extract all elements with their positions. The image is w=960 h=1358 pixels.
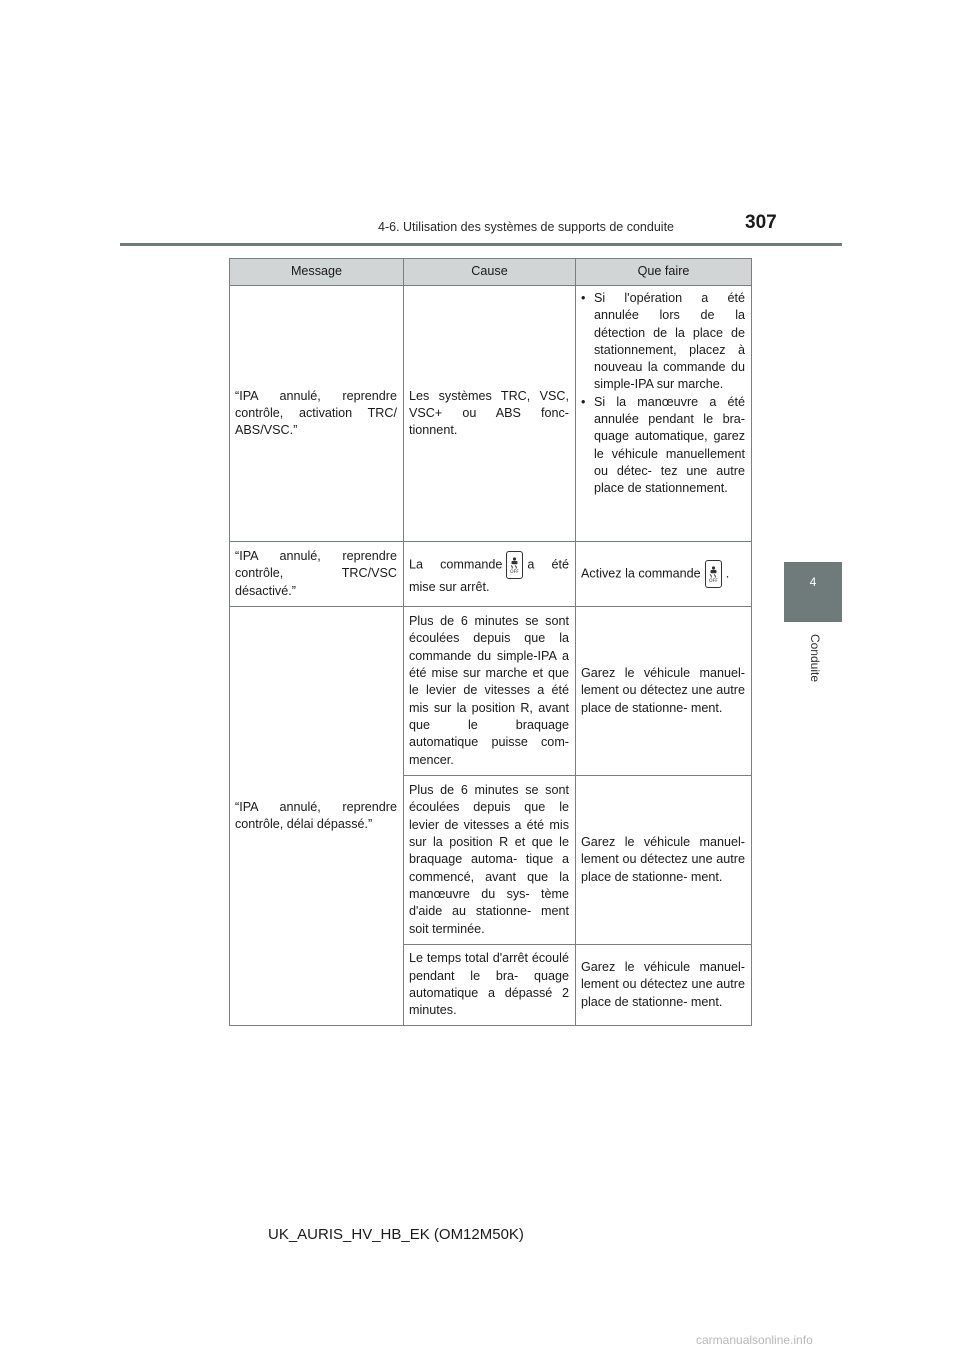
header-action: Que faire xyxy=(576,259,752,286)
action-cell: Garez le véhicule manuel- lement ou détectez une autre place de stationne- ment. xyxy=(576,776,752,945)
chapter-number: 4 xyxy=(809,575,817,589)
svg-text:OFF: OFF xyxy=(510,570,520,575)
cause-cell xyxy=(404,542,576,607)
cause-cell: Plus de 6 minutes se sont écoulées depuis que le levier de vitesses a été mis sur la position R et que le braquage automa- tique a commencé, avant que la manœuvre du sys- tème d'aide au stationne- ment soit terminée. xyxy=(404,776,576,945)
vsc-off-switch-icon xyxy=(705,560,722,588)
action-cell: Garez le véhicule manuel- lement ou détectez une autre place de stationne- ment. xyxy=(576,945,752,1026)
action-text-before: Activez la commande xyxy=(581,566,701,581)
message-table xyxy=(229,258,752,1026)
action-item: • Si l'opération a été annulée lors de la détection de la place de stationnement, placez à nouveau la commande du simple-IPA sur marche. xyxy=(581,290,745,394)
header-cause: Cause xyxy=(404,259,576,286)
action-text-after: . xyxy=(725,566,730,581)
header-message: Message xyxy=(230,259,404,286)
cause-cell: Plus de 6 minutes se sont écoulées depuis que la commande du simple-IPA a été mise sur marche et que le levier de vitesses a été mis sur la position R, avant que le braquage automatique puisse com- mencer. xyxy=(404,607,576,776)
cause-text-after: a été mise sur arrêt. xyxy=(409,557,570,595)
cause-text-before: La commande xyxy=(409,557,503,572)
table-row xyxy=(230,286,752,542)
manual-code: UK_AURIS_HV_HB_EK (OM12M50K) xyxy=(268,1226,524,1243)
cause-cell: Les systèmes TRC, VSC, VSC+ ou ABS fonc- tionnent. xyxy=(404,286,576,542)
action-list xyxy=(581,290,745,498)
action-cell: Garez le véhicule manuel- lement ou détectez une autre place de stationne- ment. xyxy=(576,607,752,776)
chapter-tab[interactable] xyxy=(784,562,842,622)
action-cell xyxy=(576,286,752,542)
header-divider xyxy=(120,243,842,246)
action-item: • Si la manœuvre a été annulée pendant le bra- quage automatique, garez le véhicule manuellement ou détec- tez une autre place de stationnement. xyxy=(581,394,745,498)
chapter-label: Conduite xyxy=(808,633,822,683)
page-number: 307 xyxy=(745,212,777,233)
table-row xyxy=(230,542,752,607)
vsc-off-switch-icon xyxy=(506,551,523,579)
watermark: carmanualsonline.info xyxy=(696,1333,813,1347)
section-title: 4-6. Utilisation des systèmes de supports de conduite xyxy=(378,220,674,234)
table-row xyxy=(230,607,752,776)
message-cell: “IPA annulé, reprendre contrôle, activation TRC/ ABS/VSC.” xyxy=(230,286,404,542)
svg-text:OFF: OFF xyxy=(708,579,718,583)
message-cell: “IPA annulé, reprendre contrôle, délai dépassé.” xyxy=(230,607,404,1026)
action-cell xyxy=(576,542,752,607)
message-cell: “IPA annulé, reprendre contrôle, TRC/VSC désactivé.” xyxy=(230,542,404,607)
table-header-row xyxy=(230,259,752,286)
cause-cell: Le temps total d'arrêt écoulé pendant le bra- quage automatique a dépassé 2 minutes. xyxy=(404,945,576,1026)
